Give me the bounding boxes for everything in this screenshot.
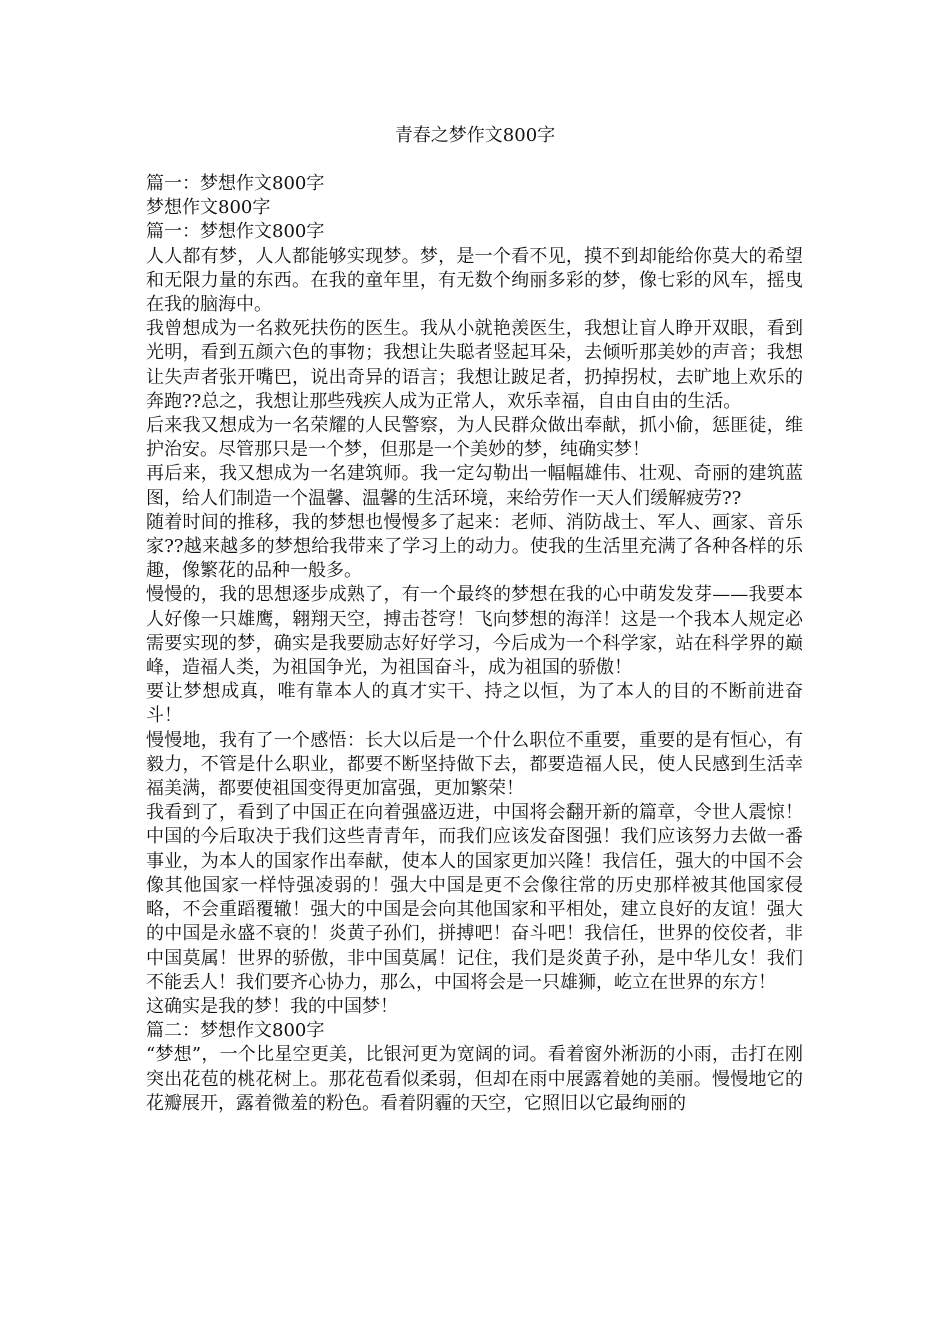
paragraph: 随着时间的推移，我的梦想也慢慢多了起来：老师、消防战士、军人、画家、音乐家??越来越多的梦想给我带来了学习上的动力。使我的生活里充满了各种各样的乐趣，像繁花的品种一般多。 [146,511,803,582]
subheading: 梦想作文800字 [146,197,271,219]
paragraph: 我曾想成为一名救死扶伤的医生。我从小就艳羡医生，我想让盲人睁开双眼，看到光明，看到五颜六色的事物；我想让失聪者竖起耳朵，去倾听那美妙的声音；我想让失声者张开嘴巴，说出奇异的语言；我想让跛足者，扔掉拐杖，去旷地上欢乐的奔跑??总之，我想让那些残疾人成为正常人，欢乐幸福，自由自由的生活。 [146,318,803,412]
paragraph: 要让梦想成真，唯有靠本人的真才实干、持之以恒，为了本人的目的不断前进奋斗！ [146,681,803,727]
section-heading: 篇一：梦想作文800字 [146,173,325,194]
paragraph: “梦想”，一个比星空更美，比银河更为宽阔的词。看着窗外淅沥的小雨，击打在刚突出花苞的桃花树上。那花苞看似柔弱，但却在雨中展露着她的美丽。慢慢地它的花瓣展开，露着微羞的粉色。看着阴霾的天空，它照旧以它最绚丽的 [146,1044,803,1114]
paragraph: 人人都有梦，人人都能够实现梦。梦，是一个看不见，摸不到却能给你莫大的希望和无限力量的东西。在我的童年里，有无数个绚丽多彩的梦，像七彩的风车，摇曳在我的脑海中。 [146,245,803,316]
paragraph: 后来我又想成为一名荣耀的人民警察，为人民群众做出奉献，抓小偷，惩匪徒，维护治安。尽管那只是一个梦，但那是一个美妙的梦，纯确实梦！ [146,415,803,461]
section-heading: 篇一：梦想作文800字 [146,221,325,243]
document-body [146,172,803,1116]
document-title: 青春之梦作文800字 [394,125,556,146]
paragraph: 慢慢地，我有了一个感悟：长大以后是一个什么职位不重要，重要的是有恒心，有毅力，不管是什么职业，都要不断坚持做下去，都要造福人民，使人民感到生活幸福美满，都要使祖国变得更加富强，更加繁荣！ [146,729,803,800]
paragraph: 我看到了，看到了中国正在向着强盛迈进，中国将会翻开新的篇章，令世人震惊！中国的今后取决于我们这些青青年，而我们应该发奋图强！我们应该努力去做一番事业，为本人的国家作出奉献，使本人的国家更加兴隆！我信任，强大的中国不会像其他国家一样恃强凌弱的！强大中国是更不会像往常的历史那样被其他国家侵略，不会重蹈覆辙！强大的中国是会向其他国家和平相处，建立良好的友谊！强大的中国是永盛不衰的！炎黄子孙们，拼搏吧！奋斗吧！我信任，世界的佼佼者，非中国莫属！世界的骄傲，非中国莫属！记住，我们是炎黄子孙，是中华儿女！我们不能丢人！我们要齐心协力，那么，中国将会是一只雄狮，屹立在世界的东方！ [146,802,803,993]
paragraph: 再后来，我又想成为一名建筑师。我一定勾勒出一幅幅雄伟、壮观、奇丽的建筑蓝图，给人们制造一个温馨、温馨的生活环境，来给劳作一天人们缓解疲劳?? [146,463,803,509]
paragraph: 慢慢的，我的思想逐步成熟了，有一个最终的梦想在我的心中萌发发芽——我要本人好像一只雄鹰，翱翔天空，搏击苍穹！飞向梦想的海洋！这是一个我本人规定必需要实现的梦，确实是我要励志好好学习，今后成为一个科学家，站在科学界的巅峰，造福人类，为祖国争光，为祖国奋斗，成为祖国的骄傲！ [146,584,803,679]
paragraph: 这确实是我的梦！我的中国梦！ [146,995,398,1017]
section-heading: 篇二：梦想作文800字 [146,1020,325,1042]
